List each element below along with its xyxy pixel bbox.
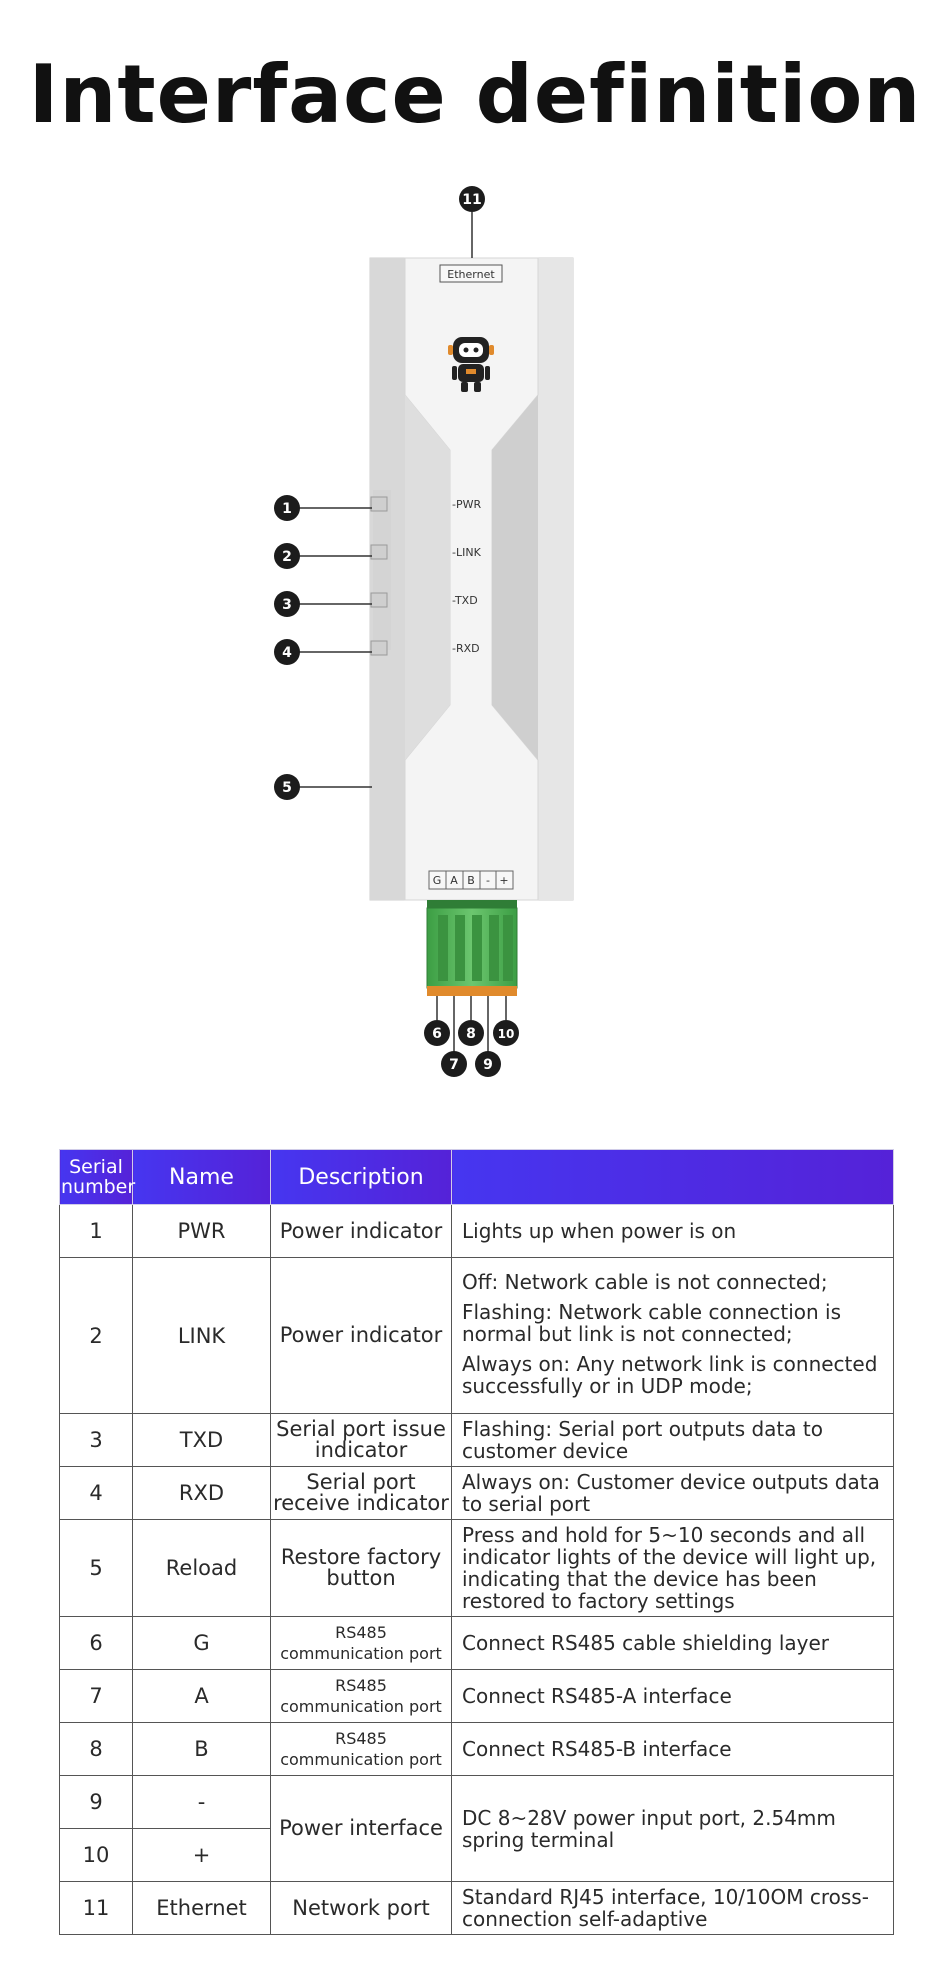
table-row — [60, 1258, 894, 1414]
cell-description: Network port — [271, 1882, 452, 1935]
callout-5 — [274, 774, 300, 800]
cell-description: Restore factory button — [271, 1520, 452, 1617]
interface-table — [59, 1149, 894, 1935]
cell-serial: 6 — [60, 1617, 133, 1670]
led-label-link: -LINK — [452, 546, 481, 559]
terminal-label-a: A — [450, 874, 458, 887]
cell-serial: 8 — [60, 1723, 133, 1776]
svg-text:2: 2 — [282, 549, 292, 565]
cell-serial: 7 — [60, 1670, 133, 1723]
svg-text:8: 8 — [466, 1026, 476, 1042]
header-name: Name — [133, 1150, 271, 1205]
callout-11 — [459, 186, 485, 212]
cell-serial: 11 — [60, 1882, 133, 1935]
led-txd — [371, 593, 387, 607]
cell-detail: Lights up when power is on — [452, 1205, 894, 1258]
cell-serial: 1 — [60, 1205, 133, 1258]
led-link — [371, 545, 387, 559]
terminal-label-strip — [429, 871, 513, 889]
cell-detail: Standard RJ45 interface, 10/10OM cross-connection self-adaptive — [452, 1882, 894, 1935]
table-header-row — [60, 1150, 894, 1205]
cell-description: Power indicator — [271, 1205, 452, 1258]
callout-2 — [274, 543, 300, 569]
cell-detail: DC 8~28V power input port, 2.54mm spring terminal — [452, 1776, 894, 1882]
table-row — [60, 1882, 894, 1935]
cell-description: Power interface — [271, 1776, 452, 1882]
cell-description: Serial port issue indicator — [271, 1414, 452, 1467]
cell-name: TXD — [133, 1414, 271, 1467]
svg-text:11: 11 — [462, 192, 482, 208]
table-row — [60, 1670, 894, 1723]
cell-name: Ethernet — [133, 1882, 271, 1935]
cell-description: RS485 communication port — [271, 1723, 452, 1776]
cell-description: RS485 communication port — [271, 1617, 452, 1670]
cell-name: - — [133, 1776, 271, 1829]
detail-line: Always on: Any network link is connected successfully or in UDP mode; — [462, 1351, 878, 1398]
callout-1 — [274, 495, 300, 521]
table-row — [60, 1414, 894, 1467]
led-label-rxd: -RXD — [452, 642, 480, 655]
svg-text:7: 7 — [449, 1057, 459, 1073]
table-row — [60, 1205, 894, 1258]
cell-name: Reload — [133, 1520, 271, 1617]
terminal-label-b: B — [467, 874, 475, 887]
cell-name: B — [133, 1723, 271, 1776]
svg-text:4: 4 — [282, 645, 292, 661]
cell-description: Serial port receive indicator — [271, 1467, 452, 1520]
callout-4 — [274, 639, 300, 665]
page-title: Interface definition — [28, 48, 922, 141]
table-row — [60, 1617, 894, 1670]
cell-serial: 3 — [60, 1414, 133, 1467]
svg-text:1: 1 — [282, 501, 292, 517]
cell-name: LINK — [133, 1258, 271, 1414]
callout-7 — [441, 1051, 467, 1077]
cell-detail: Always on: Customer device outputs data to serial port — [452, 1467, 894, 1520]
svg-text:5: 5 — [282, 780, 292, 796]
led-label-txd: -TXD — [452, 594, 478, 607]
cell-serial: 9 — [60, 1776, 133, 1829]
cell-name: RXD — [133, 1467, 271, 1520]
terminal-label-minus: - — [486, 874, 490, 887]
cell-detail: Flashing: Serial port outputs data to customer device — [452, 1414, 894, 1467]
svg-text:9: 9 — [483, 1057, 493, 1073]
terminal-label-plus: + — [499, 874, 509, 887]
cell-detail: Connect RS485-B interface — [452, 1723, 894, 1776]
cell-serial: 4 — [60, 1467, 133, 1520]
cell-serial: 2 — [60, 1258, 133, 1414]
cell-detail: Connect RS485-A interface — [452, 1670, 894, 1723]
table-row — [60, 1776, 894, 1829]
table-row — [60, 1520, 894, 1617]
led-rxd — [371, 641, 387, 655]
cell-description: Power indicator — [271, 1258, 452, 1414]
led-pwr — [371, 497, 387, 511]
cell-name: PWR — [133, 1205, 271, 1258]
svg-text:3: 3 — [282, 597, 292, 613]
ethernet-port-label: Ethernet — [447, 268, 495, 281]
callout-6 — [424, 1020, 450, 1046]
cell-detail — [452, 1258, 894, 1414]
detail-line: Flashing: Network cable connection is normal but link is not connected; — [462, 1299, 841, 1346]
cell-description: RS485 communication port — [271, 1670, 452, 1723]
callout-3 — [274, 591, 300, 617]
cell-detail: Connect RS485 cable shielding layer — [452, 1617, 894, 1670]
led-label-pwr: -PWR — [452, 498, 482, 511]
cell-detail: Press and hold for 5~10 seconds and all indicator lights of the device will light up, indicating that the device has been restored to factory settings — [452, 1520, 894, 1617]
spring-terminal-block — [427, 900, 517, 996]
cell-name: + — [133, 1829, 271, 1882]
callout-9 — [475, 1051, 501, 1077]
header-serial: Serial number — [60, 1150, 133, 1205]
table-row — [60, 1723, 894, 1776]
detail-line: Off: Network cable is not connected; — [462, 1269, 828, 1294]
header-detail — [452, 1150, 894, 1205]
svg-text:6: 6 — [432, 1026, 442, 1042]
callout-8 — [458, 1020, 484, 1046]
cell-name: A — [133, 1670, 271, 1723]
cell-serial: 10 — [60, 1829, 133, 1882]
svg-text:10: 10 — [497, 1027, 515, 1041]
table-row — [60, 1467, 894, 1520]
terminal-label-g: G — [432, 874, 442, 887]
header-description: Description — [271, 1150, 452, 1205]
cell-name: G — [133, 1617, 271, 1670]
cell-serial: 5 — [60, 1520, 133, 1617]
callout-10 — [493, 1020, 519, 1046]
